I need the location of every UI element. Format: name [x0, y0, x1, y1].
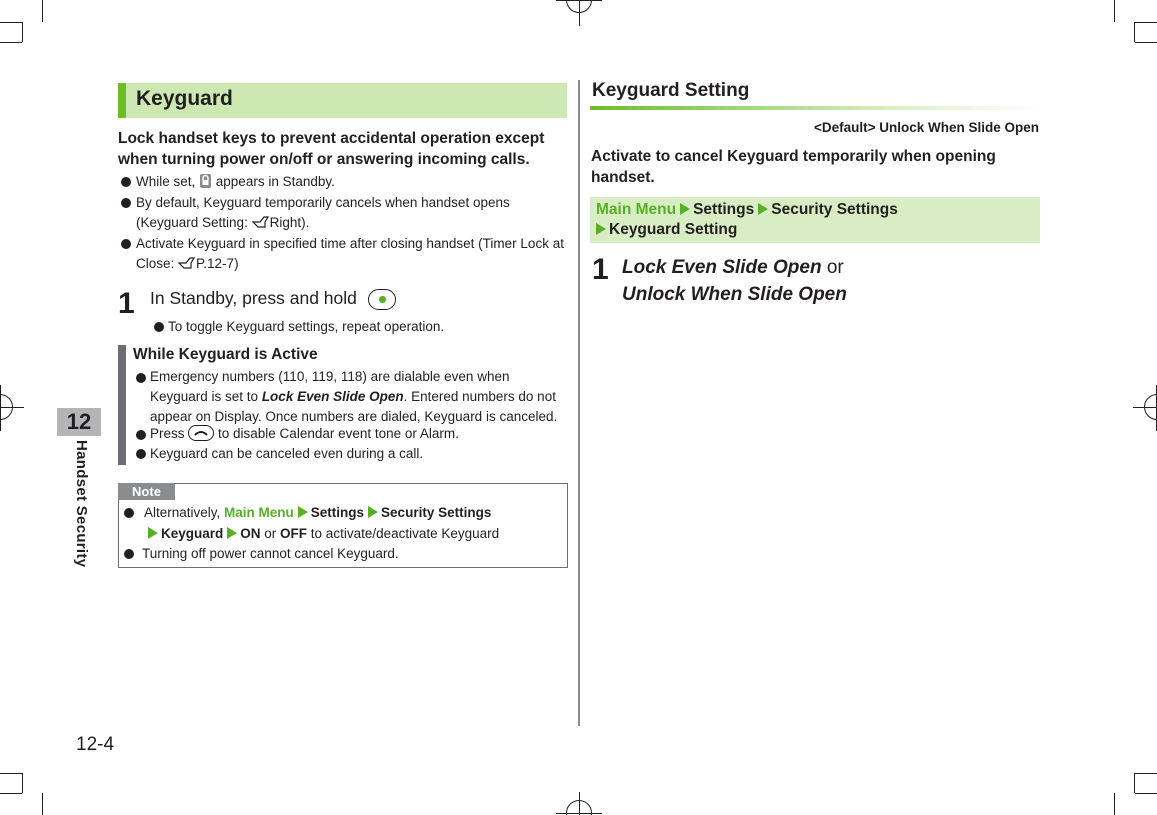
section-title: Keyguard — [136, 87, 233, 110]
info-emphasis: Lock Even Slide Open — [261, 389, 404, 404]
crop-mark — [1135, 793, 1157, 794]
arrow-right-icon — [298, 506, 308, 518]
note-text: Alternatively, — [144, 505, 225, 520]
option-off: OFF — [280, 526, 308, 541]
crop-mark — [0, 42, 22, 43]
info-text: . Entered numbers do not appear on Display. Once numbers are dialed, Keyguard is canceled. — [150, 389, 558, 424]
info-bullet — [150, 367, 568, 427]
bullet-item — [136, 172, 566, 192]
bullet-text: Activate Keyguard in specified time after closing handset (Timer Lock at Close: — [136, 236, 564, 271]
step-number: 1 — [592, 253, 609, 286]
info-text: to disable Calendar event tone or Alarm. — [214, 426, 459, 441]
step-instruction: In Standby, press and hold — [150, 288, 357, 308]
crop-mark — [1135, 773, 1157, 774]
bullet-icon — [121, 198, 131, 208]
crop-mark — [0, 385, 1, 431]
info-bullet: Keyguard can be canceled even during a call. — [150, 446, 424, 461]
step-sub-text: To toggle Keyguard settings, repeat operation. — [168, 319, 445, 334]
menu-path — [590, 197, 1040, 243]
section-rule — [590, 106, 1040, 110]
crop-mark — [42, 0, 43, 22]
crop-mark — [0, 773, 22, 774]
crop-mark — [1135, 42, 1157, 43]
section-header-bar — [118, 83, 126, 118]
arrow-right-icon — [368, 506, 378, 518]
option-unlock-when-slide-open: Unlock When Slide Open — [622, 284, 847, 305]
menu-settings: Settings — [693, 201, 755, 218]
arrow-right-icon — [758, 203, 768, 215]
bullet-icon — [121, 177, 131, 187]
crop-mark — [1135, 22, 1157, 23]
menu-main: Main Menu — [224, 505, 294, 520]
bullet-item — [136, 193, 566, 233]
crop-mark — [556, 813, 602, 814]
bullet-icon — [136, 449, 146, 459]
crop-mark — [1133, 407, 1157, 408]
center-key-icon — [368, 289, 396, 310]
arrow-right-icon — [148, 527, 158, 539]
crop-mark — [0, 407, 24, 408]
crop-mark — [0, 22, 22, 23]
note-text: or — [260, 526, 281, 541]
crop-mark — [1134, 22, 1135, 42]
lead-text: Activate to cancel Keyguard temporarily when opening handset. — [591, 148, 996, 186]
crop-mark — [1114, 793, 1115, 815]
page-number: 12-4 — [76, 734, 115, 755]
info-text: Press — [150, 426, 189, 441]
option-on: ON — [240, 526, 261, 541]
crop-mark — [22, 22, 23, 42]
option-lock-even-slide-open: Lock Even Slide Open — [622, 257, 822, 278]
reference-hand-icon — [178, 256, 196, 270]
bullet-text: appears in Standby. — [212, 174, 335, 189]
section-title: Keyguard Setting — [592, 80, 750, 101]
bullet-text: While set, — [136, 174, 200, 189]
crop-mark — [1134, 773, 1135, 793]
chapter-label: Handset Security — [73, 440, 90, 568]
note-tag: Note — [118, 483, 175, 500]
info-title: While Keyguard is Active — [133, 346, 318, 363]
menu-main: Main Menu — [596, 201, 677, 218]
bullet-item — [136, 234, 566, 274]
bullet-icon — [136, 373, 146, 383]
crop-mark — [556, 0, 602, 1]
end-key-icon — [188, 425, 214, 441]
bullet-text: P.12-7) — [196, 256, 239, 271]
arrow-right-icon — [680, 203, 690, 215]
note-bullet — [144, 502, 564, 544]
chapter-number: 12 — [57, 408, 101, 436]
bullet-text: Right). — [269, 215, 310, 230]
step-text — [150, 288, 396, 310]
menu-keyguard: Keyguard — [161, 526, 224, 541]
info-text: Emergency numbers (110, 119, 118) are dialable even when Keyguard is set to — [150, 369, 510, 404]
crop-mark — [579, 0, 580, 26]
crop-mark — [22, 773, 23, 793]
crop-mark — [579, 792, 580, 815]
column-divider — [578, 80, 580, 726]
menu-keyguard-setting: Keyguard Setting — [609, 221, 738, 238]
menu-path-text — [596, 200, 898, 240]
arrow-right-icon — [227, 527, 237, 539]
info-bullet — [150, 424, 568, 444]
step-options — [622, 254, 847, 308]
bullet-icon — [154, 322, 164, 332]
bullet-icon — [136, 430, 146, 440]
bullet-text: By default, Keyguard temporarily cancels when handset opens (Keyguard Setting: — [136, 195, 510, 230]
crop-mark — [0, 793, 22, 794]
menu-settings: Settings — [310, 505, 365, 520]
arrow-right-icon — [596, 223, 606, 235]
crop-mark — [42, 793, 43, 815]
step-number: 1 — [118, 287, 135, 320]
bullet-icon — [121, 239, 131, 249]
info-bar — [118, 345, 126, 465]
menu-security-settings: Security Settings — [381, 505, 492, 520]
crop-mark — [1114, 0, 1115, 22]
note-bullet: Turning off power cannot cancel Keyguard. — [142, 546, 399, 561]
reference-hand-icon — [252, 215, 270, 229]
lead-text: Lock handset keys to prevent accidental operation except when turning power on/off or answering incoming calls. — [118, 130, 545, 168]
note-text: to activate/deactivate Keyguard — [307, 526, 500, 541]
bullet-icon — [124, 508, 134, 518]
keyguard-lock-icon — [199, 173, 212, 189]
default-value: <Default> Unlock When Slide Open — [813, 120, 1039, 135]
step-or: or — [821, 257, 844, 278]
section-header — [118, 83, 567, 118]
menu-security-settings: Security Settings — [771, 201, 898, 218]
bullet-icon — [124, 549, 134, 559]
